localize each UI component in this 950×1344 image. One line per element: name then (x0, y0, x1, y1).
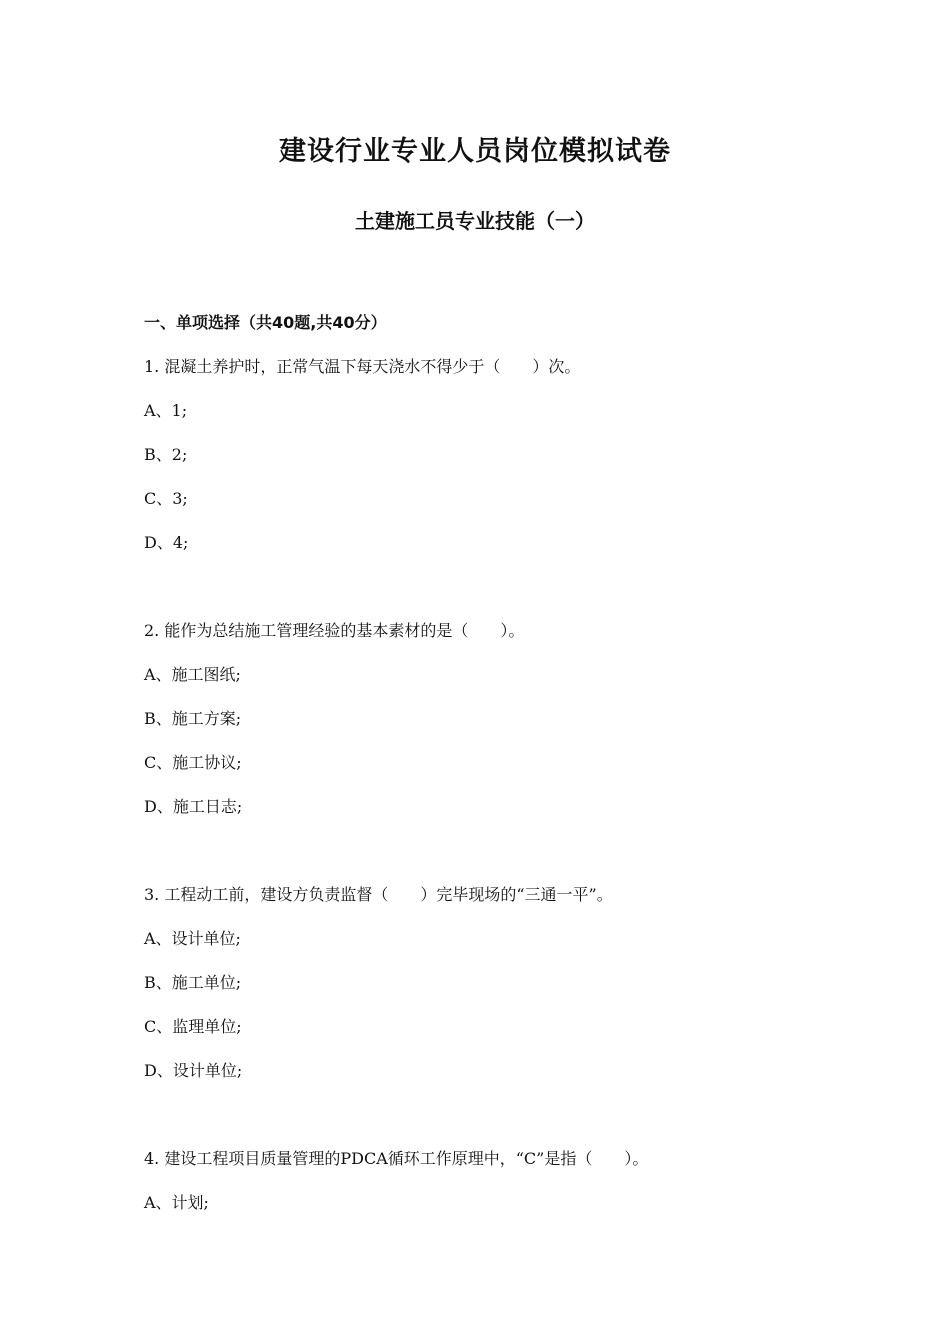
question-1-option-c: C、3; (144, 489, 188, 508)
question-1-option-a: A、1; (144, 401, 188, 420)
question-2-stem: 2. 能作为总结施工管理经验的基本素材的是（ ）。 (144, 621, 525, 640)
question-3-option-b: B、施工单位; (144, 973, 242, 992)
section-heading: 一、单项选择（共40题,共40分） (144, 313, 387, 332)
question-2-option-d: D、施工日志; (144, 797, 243, 816)
question-2-option-b: B、施工方案; (144, 709, 242, 728)
question-4-option-a: A、计划; (144, 1193, 209, 1212)
question-1-stem: 1. 混凝土养护时，正常气温下每天浇水不得少于（ ）次。 (144, 357, 581, 376)
exam-subtitle: 土建施工员专业技能（一） (355, 209, 595, 233)
question-3-option-d: D、设计单位; (144, 1061, 243, 1080)
question-3-stem: 3. 工程动工前，建设方负责监督（ ）完毕现场的“三通一平”。 (144, 885, 613, 904)
question-3-option-a: A、设计单位; (144, 929, 241, 948)
exam-title: 建设行业专业人员岗位模拟试卷 (279, 136, 671, 167)
question-2-option-a: A、施工图纸; (144, 665, 241, 684)
question-2-option-c: C、施工协议; (144, 753, 242, 772)
question-3-option-c: C、监理单位; (144, 1017, 242, 1036)
question-4-stem: 4. 建设工程项目质量管理的PDCA循环工作原理中，“C”是指（ ）。 (144, 1149, 649, 1168)
question-1-option-d: D、4; (144, 533, 189, 552)
question-1-option-b: B、2; (144, 445, 188, 464)
